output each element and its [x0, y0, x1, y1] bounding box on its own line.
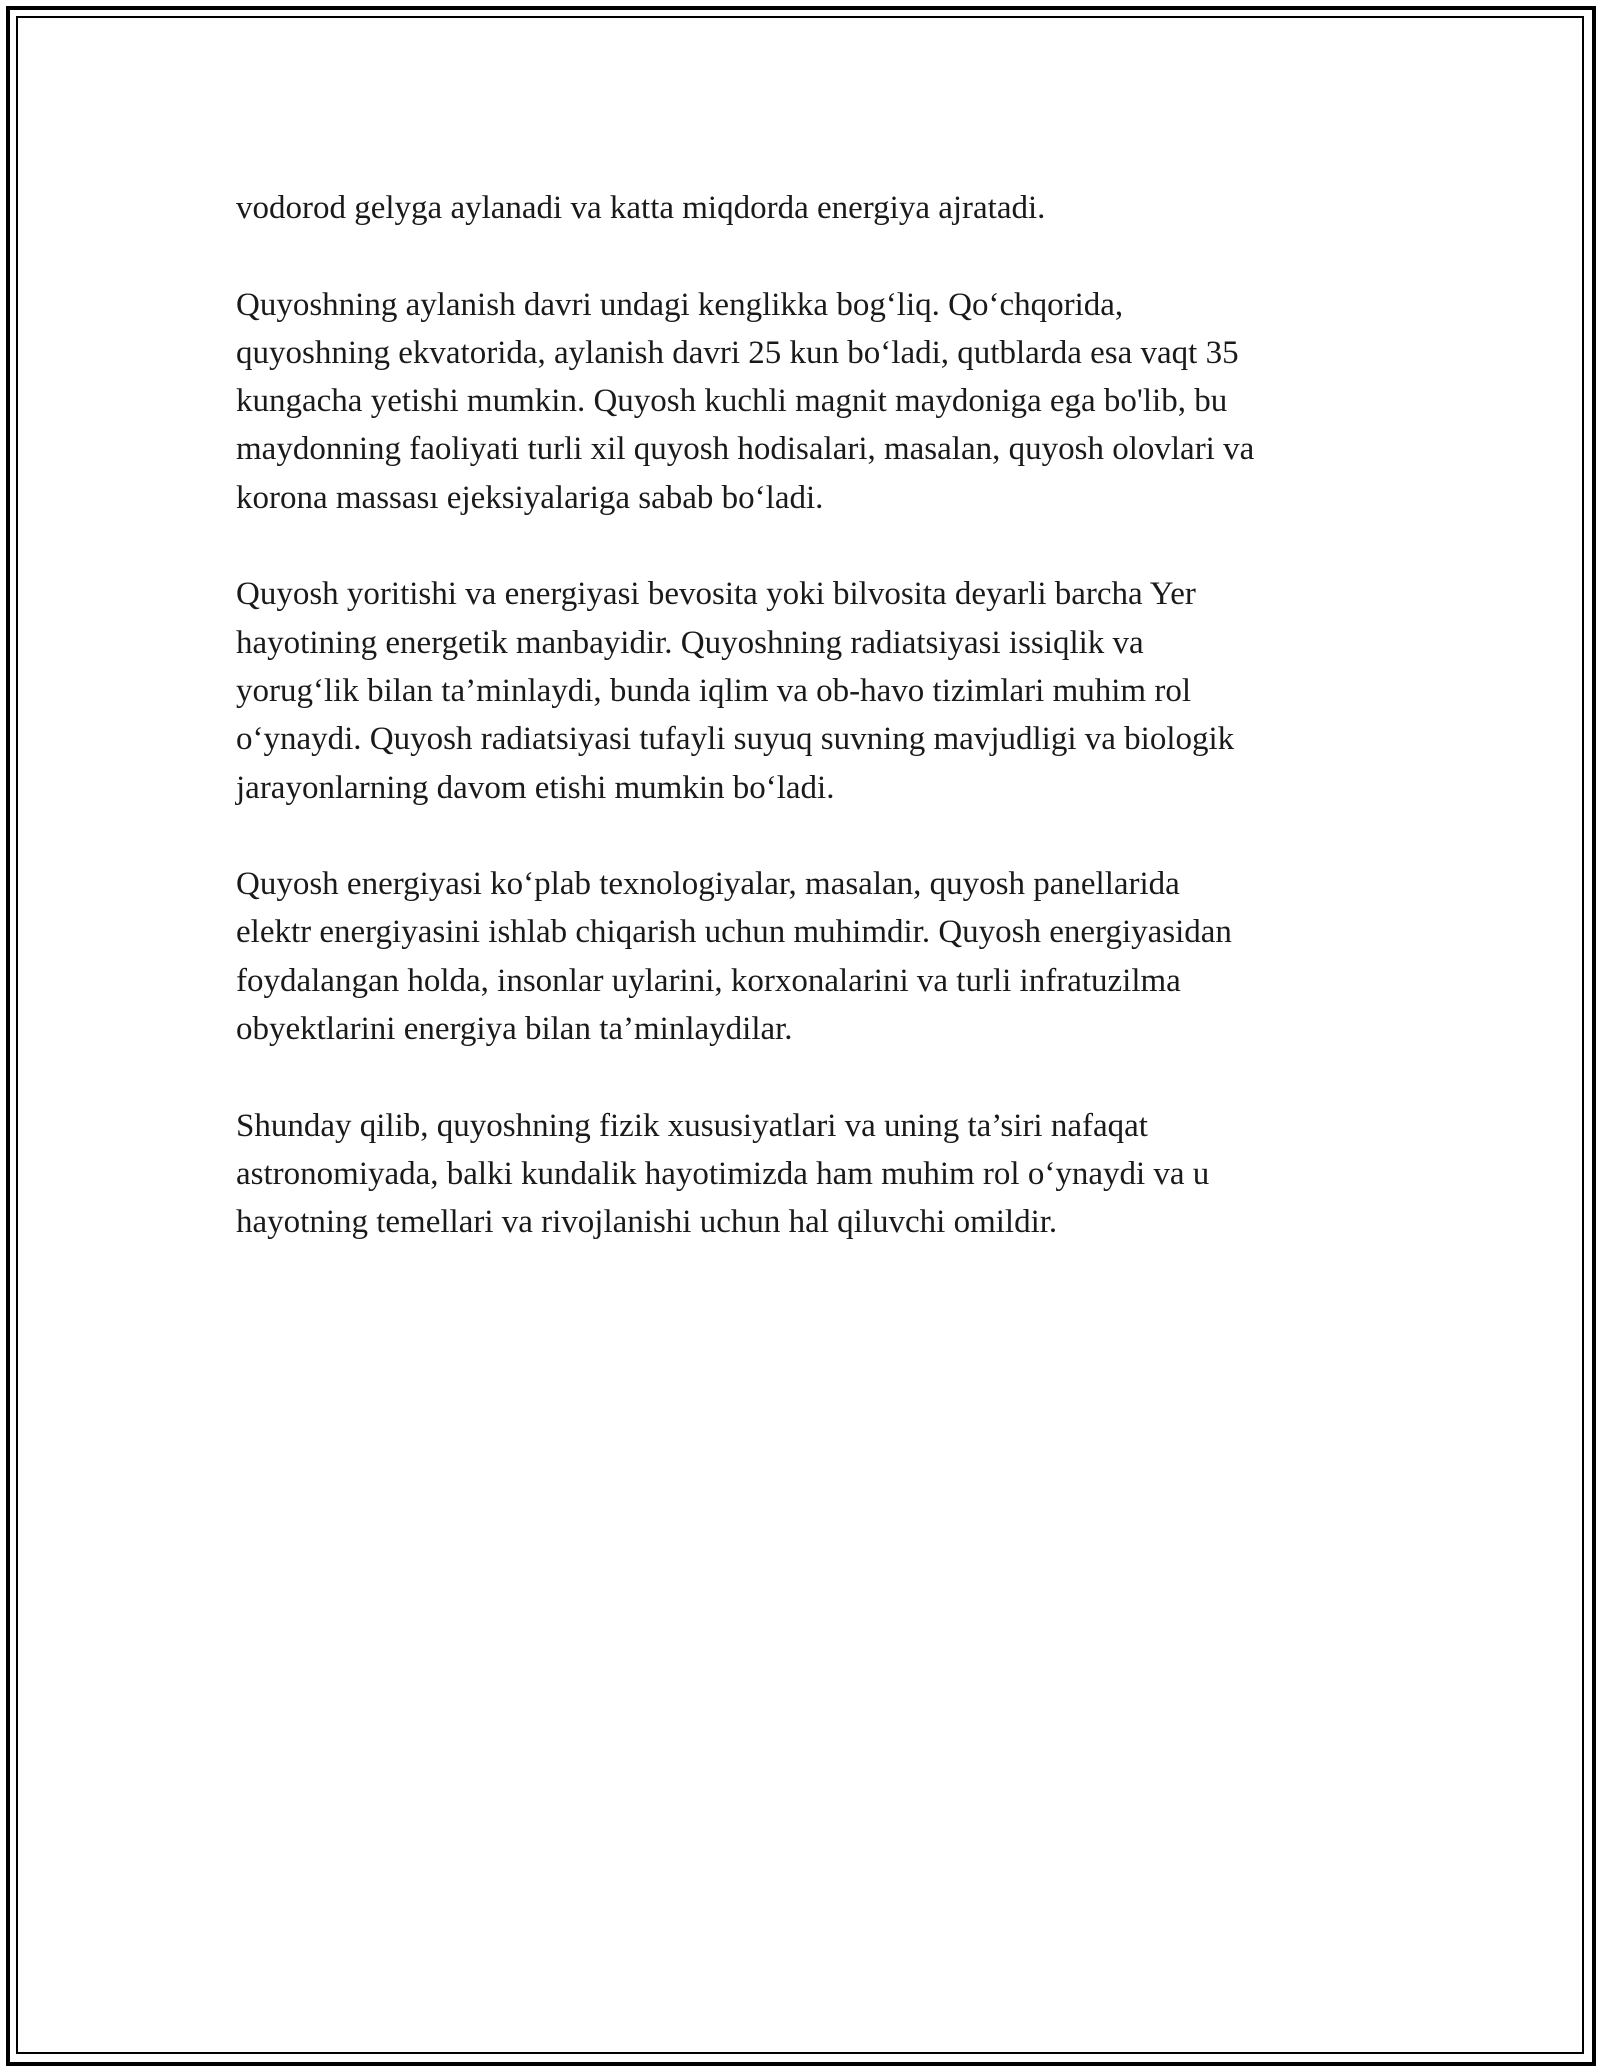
text-line: vodorod gelyga aylanadi va katta miqdorda energiya ajratadi.: [236, 190, 1046, 226]
text-line: Quyoshning aylanish davri undagi kenglikka bog‘liq. Qo‘chqorida,: [236, 286, 1124, 323]
text-line: hayotining energetik manbayidir. Quyoshning radiatsiyasi issiqlik va: [236, 624, 1144, 661]
paragraph-1: [236, 184, 1386, 232]
text-line: maydonning faoliyati turli xil quyosh hodisalari, masalan, quyosh olovlari va: [236, 431, 1255, 468]
paragraph-2: [236, 281, 1386, 522]
text-line: elektr energiyasini ishlab chiqarish uchun muhimdir. Quyosh energiyasidan: [236, 914, 1232, 951]
text-line: Shunday qilib, quyoshning fizik xususiyatlari va uning ta’siri nafaqat: [236, 1107, 1148, 1144]
text-line: quyoshning ekvatorida, aylanish davri 25 kun bo‘ladi, qutblarda esa vaqt 35: [236, 334, 1239, 371]
text-line: jarayonlarning davom etishi mumkin bo‘ladi.: [236, 769, 835, 806]
text-line: kungacha yetishi mumkin. Quyosh kuchli magnit maydoniga ega bo'lib, bu: [236, 383, 1228, 420]
text-line: yorug‘lik bilan ta’minlaydi, bunda iqlim va ob-havo tizimlari muhim rol: [236, 672, 1191, 709]
text-line: obyektlarini energiya bilan ta’minlaydilar.: [236, 1011, 793, 1048]
paragraph-5: [236, 1102, 1386, 1247]
text-line: hayotning temellari va rivojlanishi uchun hal qiluvchi omildir.: [236, 1204, 1058, 1241]
text-line: foydalangan holda, insonlar uylarini, korxonalarini va turli infratuzilma: [236, 962, 1181, 999]
text-line: Quyosh yoritishi va energiyasi bevosita yoki bilvosita deyarli barcha Yer: [236, 576, 1196, 613]
text-line: o‘ynaydi. Quyosh radiatsiyasi tufayli suyuq suvning mavjudligi va biologik: [236, 721, 1235, 758]
text-line: korona massası ejeksiyalariga sabab bo‘ladi.: [236, 479, 824, 516]
document-body: [236, 184, 1386, 1295]
paragraph-3: [236, 570, 1386, 811]
text-line: astronomiyada, balki kundalik hayotimizda ham muhim rol o‘ynaydi va u: [236, 1155, 1210, 1192]
paragraph-4: [236, 860, 1386, 1053]
text-line: Quyosh energiyasi ko‘plab texnologiyalar, masalan, quyosh panellarida: [236, 866, 1180, 903]
